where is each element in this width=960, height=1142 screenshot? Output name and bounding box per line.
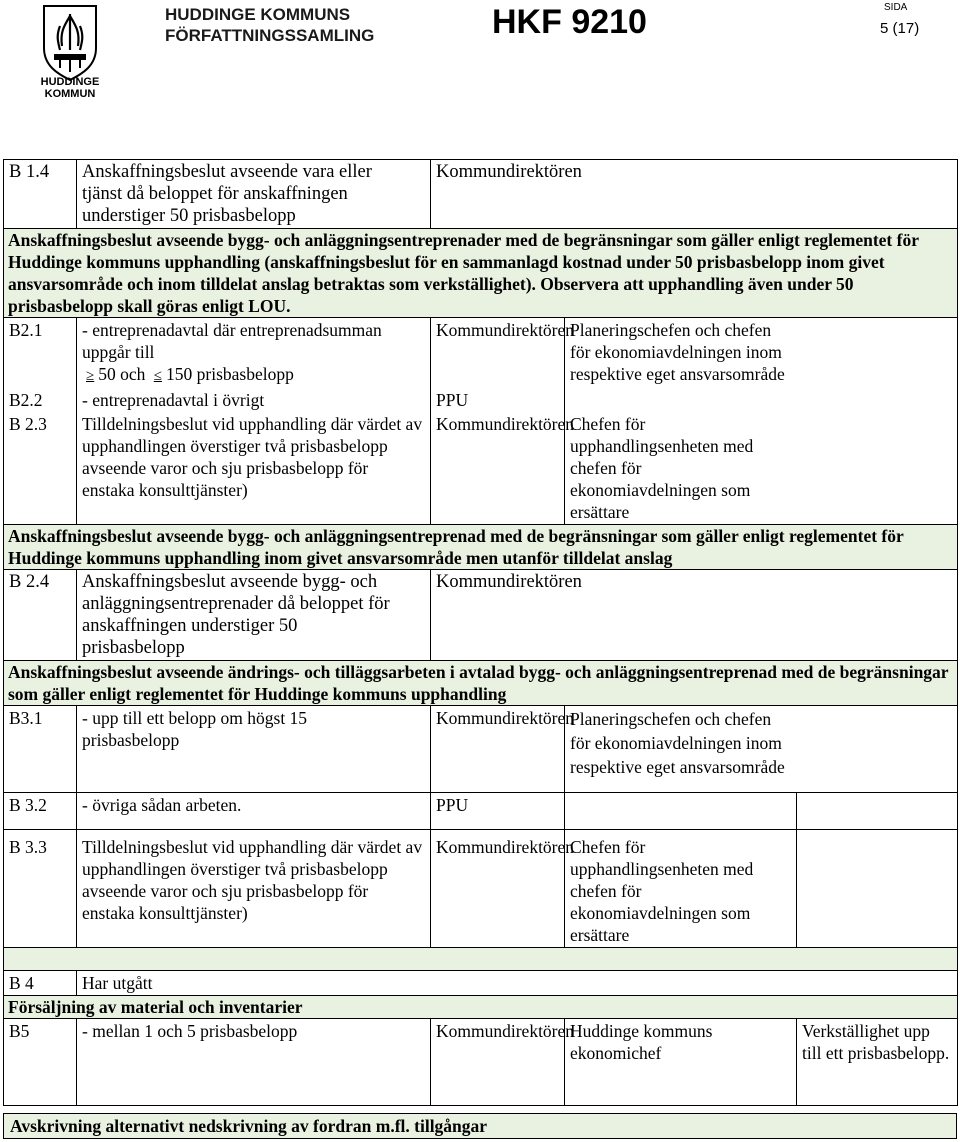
section-header-last — [3, 1113, 957, 1139]
row-id: B2.2 — [4, 388, 77, 412]
row-decision-maker: Kommundirektören — [431, 160, 565, 229]
row-id: B3.1 — [4, 706, 77, 793]
org-line-1: HUDDINGE KOMMUNS — [165, 5, 351, 24]
table-row-b33 — [4, 830, 958, 948]
row-text-a: - entreprenadavtal där entreprenadsumman uppgår till — [82, 320, 382, 362]
row-text — [77, 318, 431, 389]
delegation-table — [3, 159, 957, 1106]
row-text: - entreprenadavtal i övrigt — [77, 388, 431, 412]
section-header-b2 — [4, 229, 958, 318]
table-row-b5 — [4, 1019, 958, 1106]
section-heading: Avskrivning alternativt nedskrivning av fordran m.fl. tillgångar — [4, 1114, 957, 1139]
page-header — [0, 0, 960, 150]
row-deputy: Planeringschefen och chefen för ekonomiavdelningen inom respektive eget ansvarsområde — [565, 318, 797, 389]
table-row-b32 — [4, 793, 958, 830]
row-id: B5 — [4, 1019, 77, 1106]
row-id: B2.1 — [4, 318, 77, 389]
row-id: B 3.2 — [4, 793, 77, 830]
row-decision-maker: Kommundirektören — [431, 1019, 565, 1106]
row-text: Tilldelningsbeslut vid upphandling där värdet av upphandlingen överstiger två prisbasbelopp avseende varor och sju prisbasbelopp för enstaka konsulttjänster) — [77, 830, 431, 948]
table-row-b21 — [4, 318, 958, 389]
row-decision-maker: Kommundirektören — [431, 412, 565, 525]
row-id: B 4 — [4, 971, 77, 996]
section-heading: Anskaffningsbeslut avseende ändrings- och tilläggsarbeten i avtalad bygg- och anläggningsentreprenad med de begränsningar som gäller enligt reglementet för Huddinge kommuns upphandling — [4, 661, 958, 706]
section-heading: Anskaffningsbeslut avseende bygg- och anläggningsentreprenader med de begränsningar som gäller enligt reglementet för Huddinge kommuns upphandling (anskaffningsbeslut för en sammanlagd kostnad under 50 prisbasbelopp inom givet ansvarsområde och inom tilldelat anslag betraktas som verkställighet). Observera att upphandling även under 50 prisbasbelopp skall göras enligt LOU. — [4, 229, 958, 318]
row-id: B 2.3 — [4, 412, 77, 525]
row-deputy: Huddinge kommuns ekonomichef — [565, 1019, 797, 1106]
row-deputy: Chefen för upphandlingsenheten med chefen för ekonomiavdelningen som ersättare — [565, 412, 797, 525]
table-row-b24 — [4, 570, 958, 661]
row-id: B 1.4 — [4, 160, 77, 229]
row-text: Tilldelningsbeslut vid upphandling där värdet av upphandlingen överstiger två prisbasbelopp avseende varor och sju prisbasbelopp för enstaka konsulttjänster) — [77, 412, 431, 525]
row-text: Har utgått — [77, 971, 958, 996]
org-title — [165, 4, 374, 46]
empty-row — [4, 948, 958, 971]
org-line-2: FÖRFATTNINGSSAMLING — [165, 26, 375, 45]
row-deputy: Chefen för upphandlingsenheten med chefen för ekonomiavdelningen som ersättare — [565, 830, 797, 948]
row-text: - mellan 1 och 5 prisbasbelopp — [77, 1019, 431, 1106]
row-text-c: 150 prisbasbelopp — [166, 364, 294, 384]
table-row-b22 — [4, 388, 958, 412]
section-header-b24 — [4, 525, 958, 570]
row-decision-maker: Kommundirektören — [431, 318, 565, 389]
table-row-b14 — [4, 160, 958, 229]
row-text: Anskaffningsbeslut avseende vara eller tjänst då beloppet för anskaffningen understiger 50 prisbasbelopp — [77, 160, 431, 229]
row-note: Verkställighet upp till ett prisbasbelopp. — [797, 1019, 958, 1106]
table-row-b4 — [4, 971, 958, 996]
row-text-b: 50 och — [98, 364, 146, 384]
row-text: - övriga sådan arbeten. — [77, 793, 431, 830]
row-decision-maker: PPU — [431, 388, 565, 412]
row-decision-maker: Kommundirektören — [431, 706, 565, 793]
logo-text: HUDDINGE KOMMUN — [40, 76, 100, 100]
table-row-b23 — [4, 412, 958, 525]
page-number: 5 (17) — [880, 20, 920, 37]
row-decision-maker: Kommundirektören — [431, 570, 565, 661]
greater-equal-symbol: ≥ — [86, 368, 95, 384]
section-heading: Anskaffningsbeslut avseende bygg- och anläggningsentreprenad med de begränsningar som gäller enligt reglementet för Huddinge kommuns upphandling inom givet ansvarsområde men utanför tilldelat anslag — [4, 525, 958, 570]
table-row-b31 — [4, 706, 958, 793]
row-decision-maker: Kommundirektören — [431, 830, 565, 948]
document-code: HKF 9210 — [492, 3, 647, 41]
section-header-b3 — [4, 661, 958, 706]
row-decision-maker: PPU — [431, 793, 565, 830]
row-id: B 2.4 — [4, 570, 77, 661]
row-text: Anskaffningsbeslut avseende bygg- och anläggningsentreprenader då beloppet för anskaffningen understiger 50 prisbasbelopp — [77, 570, 431, 661]
section-heading: Försäljning av material och inventarier — [4, 996, 958, 1019]
section-header-b5 — [4, 996, 958, 1019]
row-text: - upp till ett belopp om högst 15 prisbasbelopp — [77, 706, 431, 793]
less-equal-symbol: ≤ — [153, 368, 162, 384]
row-deputy: Planeringschefen och chefen för ekonomiavdelningen inom respektive eget ansvarsområde — [565, 706, 797, 793]
row-id: B 3.3 — [4, 830, 77, 948]
page-label: SIDA — [884, 2, 908, 13]
